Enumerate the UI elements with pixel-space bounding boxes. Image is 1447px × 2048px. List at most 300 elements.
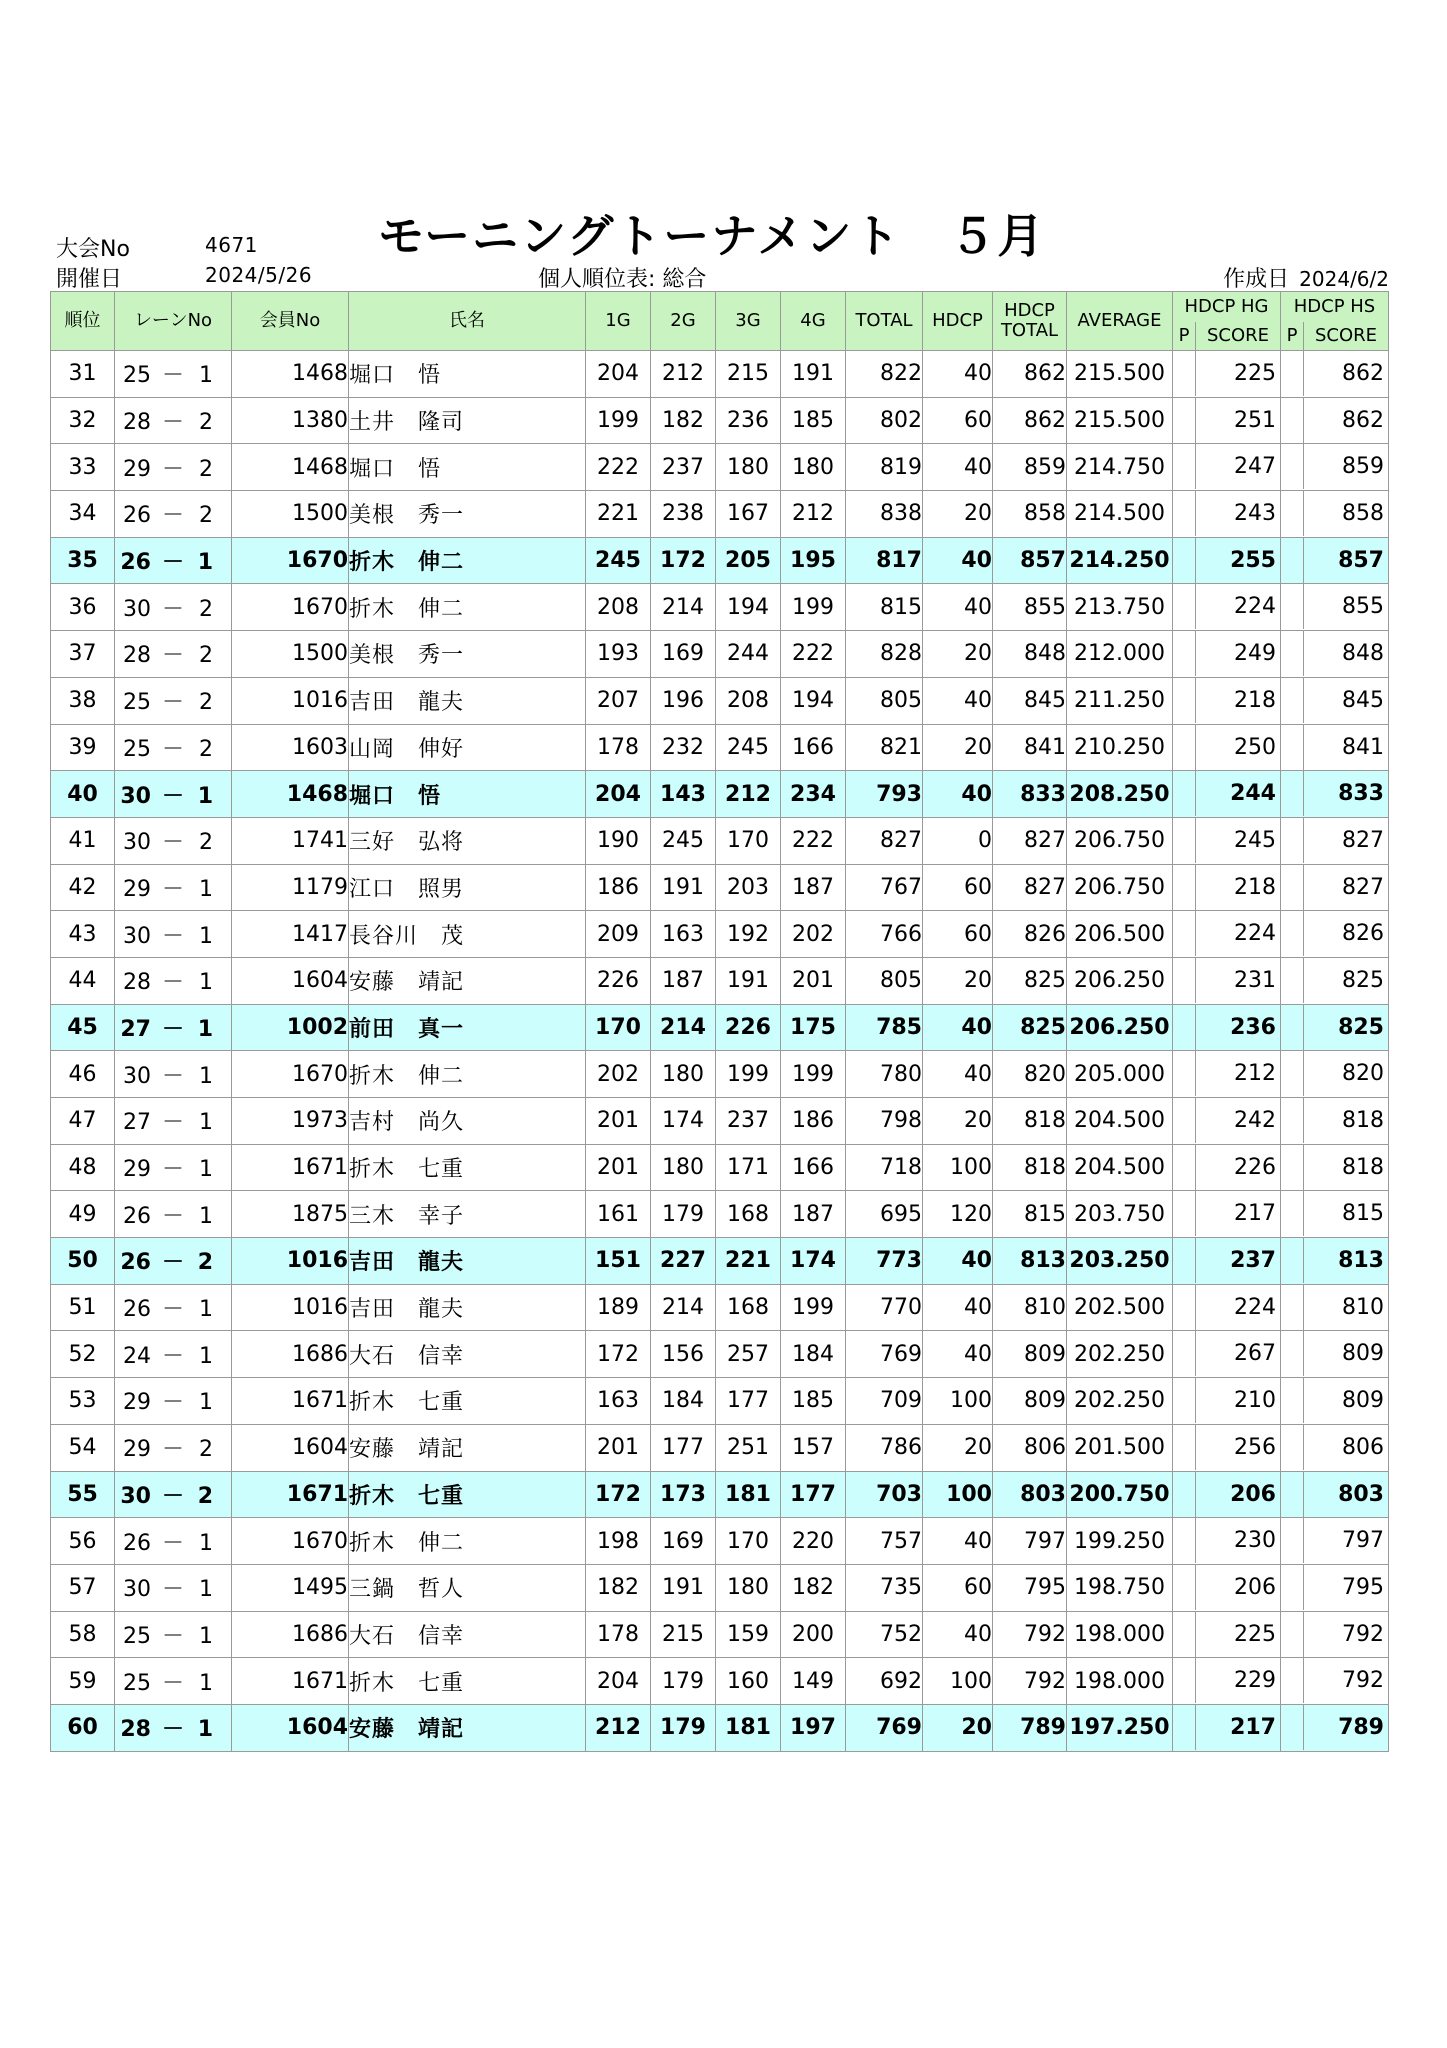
hdcp-hs-cell xyxy=(1281,1331,1389,1378)
table-row xyxy=(51,1051,1389,1098)
player-name-cell: 安藤 靖記 xyxy=(349,1424,586,1471)
hdcp-hg-p xyxy=(1173,1425,1196,1470)
game1-cell: 212 xyxy=(586,1704,651,1751)
game1-cell: 190 xyxy=(586,817,651,864)
total-cell: 780 xyxy=(846,1051,923,1098)
average-cell: 206.750 xyxy=(1067,864,1173,911)
lane-dash: － xyxy=(161,1483,184,1509)
hdcp-hg-cell xyxy=(1173,957,1281,1004)
hdcp-hs-cell xyxy=(1281,864,1389,911)
lane-number: 28 xyxy=(123,970,151,996)
hdcp-hg-cell xyxy=(1173,817,1281,864)
game2-cell: 237 xyxy=(651,444,716,491)
lane-slot: 2 xyxy=(199,456,213,482)
hdcp-hg-p xyxy=(1173,1238,1196,1283)
hdcp-cell: 60 xyxy=(923,911,993,958)
lane-cell xyxy=(115,1704,232,1751)
average-cell: 202.250 xyxy=(1067,1331,1173,1378)
hdcp-hg-score: 256 xyxy=(1234,1434,1276,1460)
hdcp-hs-cell xyxy=(1281,724,1389,771)
game2-cell: 182 xyxy=(651,397,716,444)
game3-cell: 203 xyxy=(716,864,781,911)
hdcp-hs-p xyxy=(1281,865,1304,910)
member-no-cell: 1686 xyxy=(232,1331,349,1378)
hdcp-hg-p xyxy=(1173,911,1196,956)
lane-cell xyxy=(115,1611,232,1658)
lane-cell xyxy=(115,631,232,678)
col-lane: レーンNo xyxy=(115,292,232,351)
game4-cell: 200 xyxy=(781,1611,846,1658)
game2-cell: 191 xyxy=(651,864,716,911)
member-no-cell: 1671 xyxy=(232,1144,349,1191)
game3-cell: 199 xyxy=(716,1051,781,1098)
game1-cell: 245 xyxy=(586,537,651,584)
hdcp-hs-p xyxy=(1281,911,1304,956)
lane-slot: 1 xyxy=(199,363,213,389)
hdcp-hg-p xyxy=(1173,771,1196,816)
lane-cell xyxy=(115,491,232,538)
lane-dash: － xyxy=(161,1250,184,1276)
hdcp-hs-p xyxy=(1281,584,1304,629)
game3-cell: 208 xyxy=(716,677,781,724)
hdcp-hg-p xyxy=(1173,631,1196,676)
rank-cell: 43 xyxy=(51,911,115,958)
hdcp-hs-score: 813 xyxy=(1338,1248,1384,1274)
lane-number: 28 xyxy=(123,643,151,669)
average-cell: 204.500 xyxy=(1067,1098,1173,1145)
average-cell: 201.500 xyxy=(1067,1424,1173,1471)
player-name-cell: 大石 信幸 xyxy=(349,1611,586,1658)
hdcp-hg-p xyxy=(1173,678,1196,723)
report-type: 個人順位表: 総合 xyxy=(538,267,707,292)
hdcp-hs-cell xyxy=(1281,584,1389,631)
hdcp-hs-cell xyxy=(1281,1658,1389,1705)
hdcp-total-cell: 820 xyxy=(993,1051,1067,1098)
game1-cell: 151 xyxy=(586,1238,651,1285)
hdcp-hg-cell xyxy=(1173,1144,1281,1191)
hdcp-hs-cell xyxy=(1281,817,1389,864)
hdcp-hs-p xyxy=(1281,1331,1304,1376)
game3-cell: 170 xyxy=(716,1518,781,1565)
hdcp-hs-p xyxy=(1281,631,1304,676)
game3-cell: 237 xyxy=(716,1098,781,1145)
total-cell: 709 xyxy=(846,1378,923,1425)
game2-cell: 172 xyxy=(651,537,716,584)
col-hdcp: HDCP xyxy=(923,292,993,351)
table-row xyxy=(51,1331,1389,1378)
lane-cell xyxy=(115,1098,232,1145)
hdcp-hs-score: 825 xyxy=(1342,967,1384,993)
lane-number: 26 xyxy=(123,1203,151,1229)
hdcp-hg-cell xyxy=(1173,1051,1281,1098)
table-row xyxy=(51,864,1389,911)
table-row xyxy=(51,1518,1389,1565)
player-name-cell: 折木 七重 xyxy=(349,1144,586,1191)
hdcp-cell: 20 xyxy=(923,957,993,1004)
lane-dash: － xyxy=(161,1110,184,1136)
lane-slot: 2 xyxy=(199,690,213,716)
lane-slot: 1 xyxy=(199,1297,213,1323)
col-hdcp-hs xyxy=(1281,292,1389,351)
hdcp-hs-p xyxy=(1281,491,1304,536)
col-member: 会員No xyxy=(232,292,349,351)
total-cell: 805 xyxy=(846,677,923,724)
lane-slot: 1 xyxy=(199,923,213,949)
hdcp-hg-cell xyxy=(1173,1098,1281,1145)
rank-cell: 34 xyxy=(51,491,115,538)
total-cell: 786 xyxy=(846,1424,923,1471)
total-cell: 828 xyxy=(846,631,923,678)
lane-dash: － xyxy=(161,1577,184,1603)
hdcp-hg-p xyxy=(1173,1191,1196,1236)
hdcp-hg-p xyxy=(1173,1705,1196,1750)
game1-cell: 172 xyxy=(586,1331,651,1378)
game4-cell: 149 xyxy=(781,1658,846,1705)
average-cell: 214.250 xyxy=(1067,537,1173,584)
hdcp-hg-p xyxy=(1173,865,1196,910)
rank-cell: 60 xyxy=(51,1704,115,1751)
hdcp-hs-cell xyxy=(1281,351,1389,398)
hdcp-hs-cell xyxy=(1281,1378,1389,1425)
col-g2: 2G xyxy=(651,292,716,351)
game3-cell: 221 xyxy=(716,1238,781,1285)
lane-cell xyxy=(115,771,232,818)
col-g3: 3G xyxy=(716,292,781,351)
created-label: 作成日 xyxy=(1223,267,1290,292)
hdcp-hs-p xyxy=(1281,1145,1304,1190)
total-cell: 767 xyxy=(846,864,923,911)
game1-cell: 170 xyxy=(586,1004,651,1051)
hdcp-hs-p xyxy=(1281,1098,1304,1143)
hdcp-total-cell: 833 xyxy=(993,771,1067,818)
total-cell: 805 xyxy=(846,957,923,1004)
player-name-cell: 吉田 龍夫 xyxy=(349,1238,586,1285)
total-cell: 821 xyxy=(846,724,923,771)
rank-cell: 50 xyxy=(51,1238,115,1285)
game4-cell: 194 xyxy=(781,677,846,724)
hdcp-total-cell: 857 xyxy=(993,537,1067,584)
hdcp-hg-p xyxy=(1173,538,1196,583)
hdcp-hg-cell xyxy=(1173,864,1281,911)
member-no-cell: 1604 xyxy=(232,957,349,1004)
rank-cell: 58 xyxy=(51,1611,115,1658)
lane-cell xyxy=(115,1238,232,1285)
table-row xyxy=(51,1471,1389,1518)
game2-cell: 227 xyxy=(651,1238,716,1285)
hdcp-hs-score: 857 xyxy=(1338,547,1384,573)
hdcp-hs-score: 841 xyxy=(1342,734,1384,760)
hdcp-hg-p xyxy=(1173,1331,1196,1376)
game2-cell: 180 xyxy=(651,1144,716,1191)
lane-slot: 1 xyxy=(199,1670,213,1696)
rank-cell: 49 xyxy=(51,1191,115,1238)
hdcp-hs-score: 845 xyxy=(1342,687,1384,713)
hdcp-hs-score: 848 xyxy=(1342,641,1384,667)
col-hdcp-total-line1: HDCP xyxy=(1004,300,1055,321)
player-name-cell: 吉田 龍夫 xyxy=(349,1284,586,1331)
hdcp-hs-cell xyxy=(1281,957,1389,1004)
col-g1: 1G xyxy=(586,292,651,351)
hdcp-hs-p xyxy=(1281,678,1304,723)
hdcp-cell: 40 xyxy=(923,771,993,818)
created-value: 2024/6/2 xyxy=(1299,267,1389,291)
average-cell: 214.750 xyxy=(1067,444,1173,491)
col-hdcp-total-line2: TOTAL xyxy=(1000,320,1059,341)
hdcp-hs-cell xyxy=(1281,1611,1389,1658)
hdcp-cell: 40 xyxy=(923,1238,993,1285)
player-name-cell: 三好 弘将 xyxy=(349,817,586,864)
total-cell: 695 xyxy=(846,1191,923,1238)
hdcp-cell: 20 xyxy=(923,631,993,678)
lane-cell xyxy=(115,1144,232,1191)
game1-cell: 178 xyxy=(586,1611,651,1658)
hdcp-hs-score: 859 xyxy=(1342,454,1384,480)
rank-cell: 54 xyxy=(51,1424,115,1471)
game4-cell: 187 xyxy=(781,1191,846,1238)
game3-cell: 167 xyxy=(716,491,781,538)
total-cell: 752 xyxy=(846,1611,923,1658)
game1-cell: 161 xyxy=(586,1191,651,1238)
hdcp-hs-p xyxy=(1281,1472,1304,1517)
hdcp-cell: 60 xyxy=(923,864,993,911)
game3-cell: 160 xyxy=(716,1658,781,1705)
game4-cell: 166 xyxy=(781,724,846,771)
hdcp-hg-p xyxy=(1173,1565,1196,1610)
col-g4: 4G xyxy=(781,292,846,351)
hdcp-hg-score: 217 xyxy=(1234,1201,1276,1227)
lane-slot: 1 xyxy=(199,1157,213,1183)
game3-cell: 191 xyxy=(716,957,781,1004)
hdcp-hs-p xyxy=(1281,1378,1304,1423)
hdcp-hs-score: 818 xyxy=(1342,1154,1384,1180)
lane-dash: － xyxy=(161,550,184,576)
total-cell: 703 xyxy=(846,1471,923,1518)
lane-dash: － xyxy=(161,1437,184,1463)
total-cell: 718 xyxy=(846,1144,923,1191)
hdcp-cell: 40 xyxy=(923,677,993,724)
hdcp-hg-score: 267 xyxy=(1234,1341,1276,1367)
game3-cell: 226 xyxy=(716,1004,781,1051)
lane-dash: － xyxy=(161,1670,184,1696)
hdcp-hs-score: 792 xyxy=(1342,1621,1384,1647)
game1-cell: 208 xyxy=(586,584,651,631)
hdcp-hg-score: 218 xyxy=(1234,874,1276,900)
hdcp-hg-p xyxy=(1173,444,1196,489)
lane-cell xyxy=(115,817,232,864)
hdcp-hs-score: 809 xyxy=(1342,1388,1384,1414)
table-row xyxy=(51,444,1389,491)
hdcp-hs-p xyxy=(1281,1705,1304,1750)
game4-cell: 191 xyxy=(781,351,846,398)
game1-cell: 222 xyxy=(586,444,651,491)
hdcp-hg-score: 218 xyxy=(1234,687,1276,713)
hdcp-hs-score: 855 xyxy=(1342,594,1384,620)
hdcp-hg-cell xyxy=(1173,1471,1281,1518)
hdcp-hg-score: 229 xyxy=(1234,1668,1276,1694)
member-no-cell: 1500 xyxy=(232,631,349,678)
game3-cell: 168 xyxy=(716,1284,781,1331)
average-cell: 208.250 xyxy=(1067,771,1173,818)
game2-cell: 156 xyxy=(651,1331,716,1378)
player-name-cell: 山岡 伸好 xyxy=(349,724,586,771)
hdcp-cell: 40 xyxy=(923,537,993,584)
hdcp-cell: 120 xyxy=(923,1191,993,1238)
hdcp-hs-cell xyxy=(1281,911,1389,958)
game1-cell: 193 xyxy=(586,631,651,678)
lane-dash: － xyxy=(161,783,184,809)
col-hdcp-hs-score: SCORE xyxy=(1314,325,1378,346)
rank-cell: 48 xyxy=(51,1144,115,1191)
game4-cell: 197 xyxy=(781,1704,846,1751)
game4-cell: 186 xyxy=(781,1098,846,1145)
hdcp-total-cell: 810 xyxy=(993,1284,1067,1331)
hdcp-hg-p xyxy=(1173,1098,1196,1143)
hdcp-hg-score: 210 xyxy=(1234,1388,1276,1414)
hdcp-hs-p xyxy=(1281,725,1304,770)
lane-number: 29 xyxy=(123,456,151,482)
col-hdcp-hg-score: SCORE xyxy=(1206,325,1270,346)
hdcp-cell: 40 xyxy=(923,1051,993,1098)
hdcp-cell: 100 xyxy=(923,1144,993,1191)
lane-slot: 1 xyxy=(199,876,213,902)
lane-cell xyxy=(115,444,232,491)
game4-cell: 174 xyxy=(781,1238,846,1285)
hdcp-total-cell: 858 xyxy=(993,491,1067,538)
game4-cell: 185 xyxy=(781,1378,846,1425)
game2-cell: 196 xyxy=(651,677,716,724)
lane-number: 30 xyxy=(120,783,151,809)
table-row xyxy=(51,1378,1389,1425)
hdcp-total-cell: 855 xyxy=(993,584,1067,631)
game2-cell: 214 xyxy=(651,1284,716,1331)
hdcp-hs-score: 803 xyxy=(1338,1481,1384,1507)
table-row xyxy=(51,677,1389,724)
hdcp-hg-cell xyxy=(1173,1704,1281,1751)
member-no-cell: 1495 xyxy=(232,1564,349,1611)
hdcp-hs-cell xyxy=(1281,1051,1389,1098)
lane-cell xyxy=(115,911,232,958)
lane-number: 30 xyxy=(123,923,151,949)
lane-dash: － xyxy=(161,1297,184,1323)
average-cell: 206.250 xyxy=(1067,1004,1173,1051)
lane-number: 29 xyxy=(123,1437,151,1463)
lane-slot: 1 xyxy=(199,1530,213,1556)
hdcp-hg-p xyxy=(1173,584,1196,629)
hdcp-hg-p xyxy=(1173,1005,1196,1050)
game1-cell: 178 xyxy=(586,724,651,771)
hdcp-hg-score: 206 xyxy=(1234,1574,1276,1600)
hdcp-hg-p xyxy=(1173,1285,1196,1330)
game3-cell: 244 xyxy=(716,631,781,678)
game2-cell: 143 xyxy=(651,771,716,818)
hdcp-hs-score: 858 xyxy=(1342,501,1384,527)
hdcp-hs-score: 809 xyxy=(1342,1341,1384,1367)
hdcp-total-cell: 818 xyxy=(993,1098,1067,1145)
hdcp-cell: 20 xyxy=(923,1704,993,1751)
total-cell: 827 xyxy=(846,817,923,864)
game1-cell: 202 xyxy=(586,1051,651,1098)
table-row xyxy=(51,397,1389,444)
average-cell: 206.500 xyxy=(1067,911,1173,958)
member-no-cell: 1468 xyxy=(232,444,349,491)
player-name-cell: 堀口 悟 xyxy=(349,351,586,398)
member-no-cell: 1671 xyxy=(232,1378,349,1425)
game2-cell: 179 xyxy=(651,1658,716,1705)
game4-cell: 201 xyxy=(781,957,846,1004)
table-row xyxy=(51,911,1389,958)
col-total: TOTAL xyxy=(846,292,923,351)
hdcp-hg-score: 236 xyxy=(1230,1014,1276,1040)
member-no-cell: 1671 xyxy=(232,1658,349,1705)
lane-cell xyxy=(115,677,232,724)
hdcp-hg-score: 217 xyxy=(1230,1714,1276,1740)
hdcp-hg-cell xyxy=(1173,444,1281,491)
hdcp-total-cell: 815 xyxy=(993,1191,1067,1238)
total-cell: 815 xyxy=(846,584,923,631)
hdcp-total-cell: 806 xyxy=(993,1424,1067,1471)
lane-slot: 2 xyxy=(197,1250,213,1276)
hdcp-cell: 40 xyxy=(923,1284,993,1331)
hdcp-hs-p xyxy=(1281,1051,1304,1096)
game2-cell: 174 xyxy=(651,1098,716,1145)
table-row xyxy=(51,724,1389,771)
hdcp-hg-cell xyxy=(1173,1658,1281,1705)
hdcp-hg-cell xyxy=(1173,631,1281,678)
game2-cell: 214 xyxy=(651,584,716,631)
lane-number: 25 xyxy=(123,1670,151,1696)
hdcp-hs-score: 833 xyxy=(1338,781,1384,807)
hdcp-hs-cell xyxy=(1281,1564,1389,1611)
lane-dash: － xyxy=(161,456,184,482)
hdcp-hg-p xyxy=(1173,1378,1196,1423)
lane-dash: － xyxy=(161,363,184,389)
player-name-cell: 折木 伸二 xyxy=(349,537,586,584)
table-row xyxy=(51,584,1389,631)
average-cell: 211.250 xyxy=(1067,677,1173,724)
lane-dash: － xyxy=(161,596,184,622)
game2-cell: 179 xyxy=(651,1191,716,1238)
hdcp-total-cell: 813 xyxy=(993,1238,1067,1285)
hdcp-hs-cell xyxy=(1281,1098,1389,1145)
hdcp-hg-score: 225 xyxy=(1234,361,1276,386)
lane-cell xyxy=(115,537,232,584)
lane-cell xyxy=(115,1518,232,1565)
game1-cell: 186 xyxy=(586,864,651,911)
member-no-cell: 1603 xyxy=(232,724,349,771)
lane-dash: － xyxy=(161,830,184,856)
lane-number: 30 xyxy=(123,1577,151,1603)
hdcp-hg-p xyxy=(1173,398,1196,443)
game2-cell: 187 xyxy=(651,957,716,1004)
hdcp-hs-cell xyxy=(1281,537,1389,584)
player-name-cell: 大石 信幸 xyxy=(349,1331,586,1378)
game2-cell: 232 xyxy=(651,724,716,771)
hdcp-cell: 40 xyxy=(923,1518,993,1565)
hdcp-hg-score: 212 xyxy=(1234,1061,1276,1087)
lane-dash: － xyxy=(161,923,184,949)
game1-cell: 209 xyxy=(586,911,651,958)
hdcp-hg-p xyxy=(1173,818,1196,863)
average-cell: 205.000 xyxy=(1067,1051,1173,1098)
hdcp-hs-cell xyxy=(1281,1238,1389,1285)
hdcp-cell: 100 xyxy=(923,1378,993,1425)
game2-cell: 177 xyxy=(651,1424,716,1471)
table-row xyxy=(51,351,1389,398)
lane-number: 30 xyxy=(123,1063,151,1089)
table-row xyxy=(51,817,1389,864)
lane-slot: 1 xyxy=(197,1717,213,1743)
lane-dash: － xyxy=(161,690,184,716)
